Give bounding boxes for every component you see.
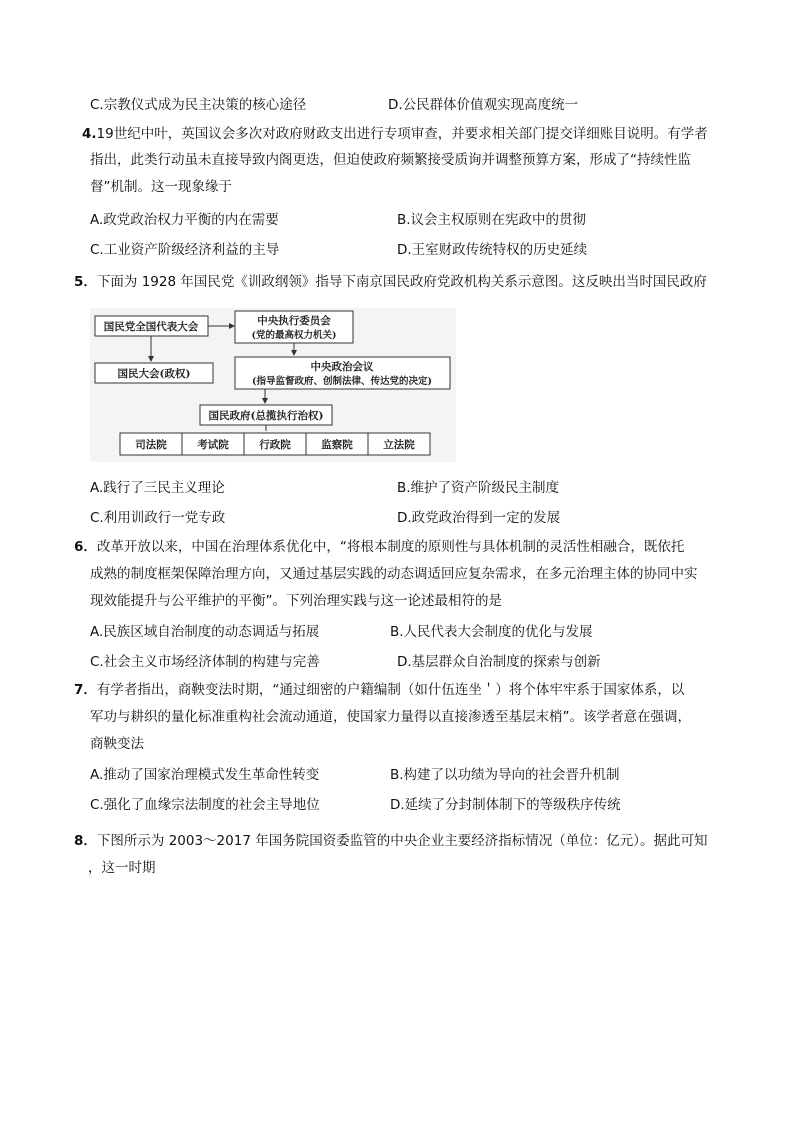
national-government-label: 国民政府(总揽执行治权) <box>208 410 324 422</box>
q7-option-b: B.构建了以功绩为导向的社会晋升机制 <box>390 767 620 783</box>
examination-yuan-label: 考试院 <box>197 439 229 451</box>
control-yuan-label: 监察院 <box>321 439 353 451</box>
q6-option-a: A.民族区域自治制度的动态调适与拓展 <box>90 624 320 640</box>
q7-option-d: D.延续了分封制体制下的等级秩序传统 <box>390 797 621 813</box>
q8-stem-line-2: ，这一时期 <box>88 860 156 876</box>
party-government-structure-diagram <box>90 308 456 462</box>
q6-option-b: B.人民代表大会制度的优化与发展 <box>390 624 593 640</box>
q6-option-c: C.社会主义市场经济体制的构建与完善 <box>90 654 320 670</box>
q7-option-a: A.推动了国家治理模式发生革命性转变 <box>90 767 320 783</box>
q4-number: 4. <box>82 126 97 142</box>
q7-stem-line-2: 军功与耕织的量化标准重构社会流动通道，使国家力量得以直接渗透至基层末梢”。该学者意在强调， <box>90 709 691 725</box>
q4-option-d: D.王室财政传统特权的历史延续 <box>397 242 588 258</box>
q7-number: 7． <box>74 682 97 698</box>
q8-number: 8． <box>74 833 97 849</box>
q4-stem-line-2: 指出，此类行动虽未直接导致内阁更迭，但迫使政府频繁接受质询并调整预算方案，形成了“持续性监 <box>90 152 691 168</box>
q6-stem-line-1: 6．改革开放以来，中国在治理体系优化中，“将根本制度的原则性与具体机制的灵活性相融合，既依托 <box>74 539 685 555</box>
q7-stem-line-3: 商鞅变法 <box>90 736 144 752</box>
q7-stem-line-1: 7．有学者指出，商鞅变法时期，“通过细密的户籍编制（如什伍连坐＇）将个体牢牢系于国家体系，以 <box>74 682 685 698</box>
q5-number: 5． <box>74 274 97 290</box>
q6-stem-line-3: 现效能提升与公平维护的平衡”。下列治理实践与这一论述最相符的是 <box>90 593 502 609</box>
legislative-yuan-label: 立法院 <box>383 439 415 451</box>
q3-option-c: C.宗教仪式成为民主决策的核心途径 <box>90 97 307 113</box>
q4-stem-line-3: 督”机制。这一现象缘于 <box>90 179 232 195</box>
congress-label: 国民党全国代表大会 <box>103 321 199 333</box>
q4-option-a: A.政党政治权力平衡的内在需要 <box>90 212 279 228</box>
q5-option-d: D.政党政治得到一定的发展 <box>397 510 561 526</box>
q3-option-d: D.公民群体价值观实现高度统一 <box>388 97 579 113</box>
q5-option-c: C.利用训政行一党专政 <box>90 510 226 526</box>
q5-stem-line-1: 5．下面为 1928 年国民党《训政纲领》指导下南京国民政府党政机构关系示意图。这反映出当时国民政府 <box>74 274 707 290</box>
central-political-council-sublabel: (指导监督政府、创制法律、传达党的决定) <box>252 376 432 387</box>
q5-option-a: A.践行了三民主义理论 <box>90 480 225 496</box>
q6-option-d: D.基层群众自治制度的探索与创新 <box>397 654 601 670</box>
q6-stem-line-2: 成熟的制度框架保障治理方向，又通过基层实践的动态调适回应复杂需求，在多元治理主体的协同中实 <box>90 566 698 582</box>
q4-option-c: C.工业资产阶级经济利益的主导 <box>90 242 280 258</box>
q5-option-b: B.维护了资产阶级民主制度 <box>397 480 560 496</box>
q8-stem-line-1: 8．下图所示为 2003～2017 年国务院国资委监管的中央企业主要经济指标情况（单位：亿元）。据此可知 <box>74 833 708 849</box>
q4-stem-line-1: 4.19世纪中叶，英国议会多次对政府财政支出进行专项审查，并要求相关部门提交详细账目说明。有学者 <box>82 126 708 142</box>
executive-yuan-label: 行政院 <box>259 439 291 451</box>
national-assembly-label: 国民大会(政权) <box>117 368 191 380</box>
cec-label: 中央执行委员会 <box>257 315 331 327</box>
q4-option-b: B.议会主权原则在宪政中的贯彻 <box>397 212 587 228</box>
q6-number: 6． <box>74 539 97 555</box>
central-political-council-label: 中央政治会议 <box>310 361 374 373</box>
q7-option-c: C.强化了血缘宗法制度的社会主导地位 <box>90 797 320 813</box>
cec-sublabel: (党的最高权力机关) <box>251 330 337 341</box>
judicial-yuan-label: 司法院 <box>135 439 167 451</box>
